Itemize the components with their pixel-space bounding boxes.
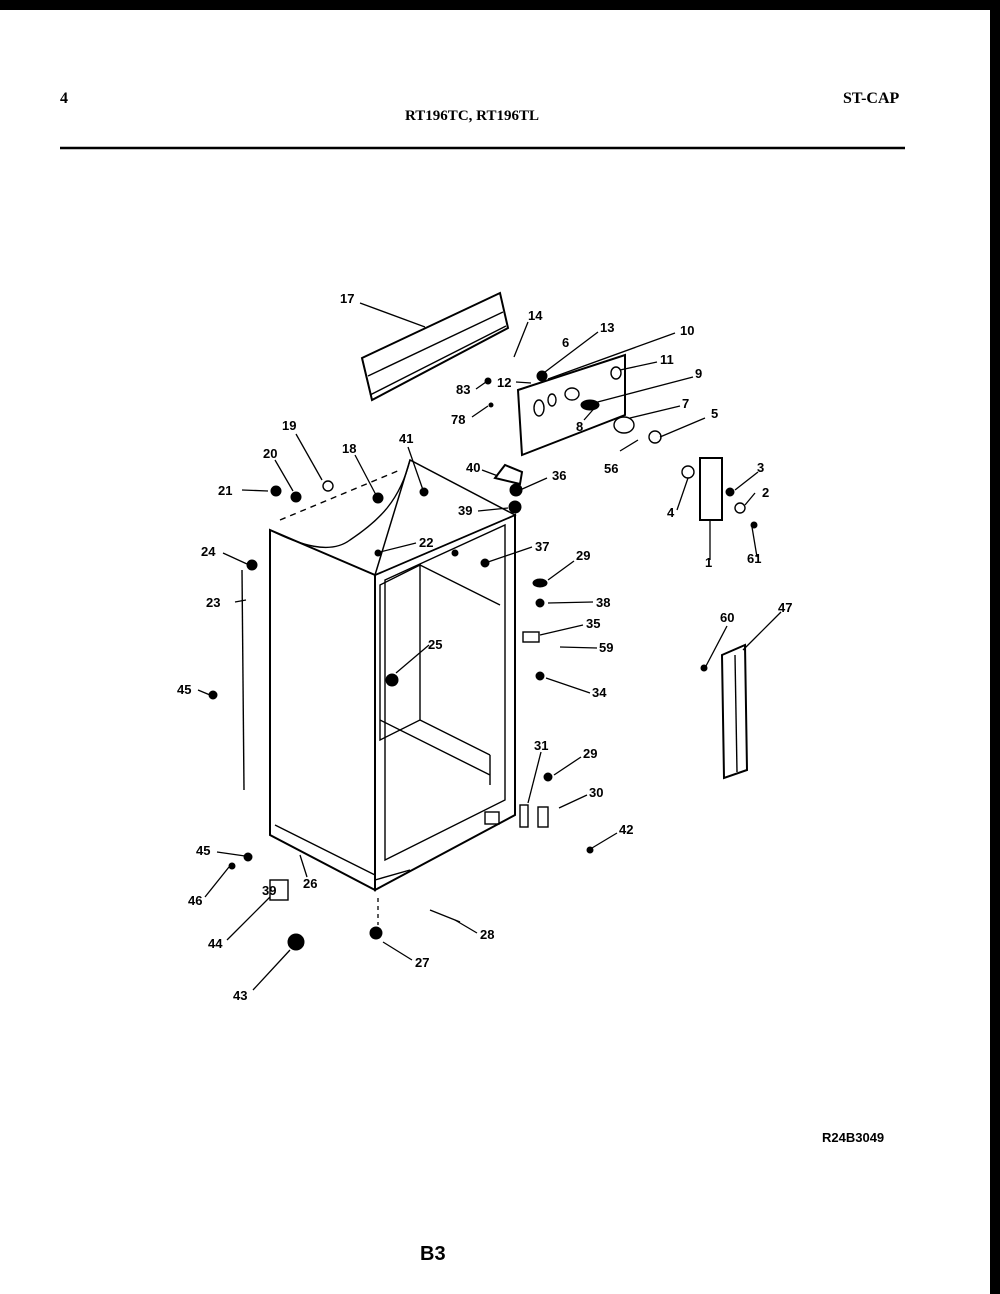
drawing-id: R24B3049	[822, 1130, 885, 1145]
callout-35: 35	[586, 616, 601, 631]
callout-39-top: 39	[458, 503, 473, 518]
callout-56: 56	[604, 461, 619, 476]
callout-60: 60	[720, 610, 735, 625]
callout-1: 1	[705, 555, 713, 570]
callout-29-top: 29	[576, 548, 591, 563]
callout-38: 38	[596, 595, 611, 610]
exploded-parts-diagram	[0, 10, 990, 1294]
callout-36: 36	[552, 468, 567, 483]
callout-20: 20	[263, 446, 278, 461]
callout-7: 7	[682, 396, 690, 411]
callout-25: 25	[428, 637, 443, 652]
door-stop-part	[722, 645, 747, 778]
callout-11: 11	[660, 352, 674, 367]
callout-10: 10	[680, 323, 695, 338]
callout-5: 5	[711, 406, 719, 421]
callout-40: 40	[466, 460, 481, 475]
callout-19: 19	[282, 418, 297, 433]
page-code: B3	[420, 1243, 446, 1265]
callout-26: 26	[303, 876, 318, 891]
callout-28: 28	[480, 927, 495, 942]
callout-43: 43	[233, 988, 248, 1003]
callout-13: 13	[600, 320, 615, 335]
callout-30: 30	[589, 785, 604, 800]
callout-83: 83	[456, 382, 471, 397]
callout-21: 21	[218, 483, 233, 498]
control-panel-part	[518, 355, 661, 455]
callout-24: 24	[201, 544, 216, 559]
callout-4: 4	[667, 505, 675, 520]
callout-59: 59	[599, 640, 614, 655]
callout-6: 6	[562, 335, 570, 350]
callout-47: 47	[778, 600, 793, 615]
callout-17: 17	[340, 291, 355, 306]
callout-22: 22	[419, 535, 434, 550]
callout-18: 18	[342, 441, 357, 456]
callout-2: 2	[762, 485, 770, 500]
callout-31: 31	[534, 738, 549, 753]
section-code: ST-CAP	[843, 90, 900, 107]
callout-14: 14	[528, 308, 543, 323]
callout-42: 42	[619, 822, 634, 837]
callout-61: 61	[747, 551, 762, 566]
callout-12: 12	[497, 375, 512, 390]
callout-39-lower: 39	[262, 883, 277, 898]
callout-45-left: 45	[177, 682, 192, 697]
callout-44: 44	[208, 936, 223, 951]
page-number: 4	[60, 90, 68, 107]
callout-3: 3	[757, 460, 765, 475]
callout-23: 23	[206, 595, 221, 610]
callout-27: 27	[415, 955, 430, 970]
callout-29-bottom: 29	[583, 746, 598, 761]
callout-78: 78	[451, 412, 466, 427]
cabinet-body	[270, 460, 515, 890]
callout-34: 34	[592, 685, 607, 700]
callout-46: 46	[188, 893, 203, 908]
callout-45-lower: 45	[196, 843, 211, 858]
callout-8: 8	[576, 419, 584, 434]
top-cover-part	[362, 293, 508, 400]
model-numbers: RT196TC, RT196TL	[405, 108, 539, 124]
callout-9: 9	[695, 366, 703, 381]
drawing-sheet	[0, 10, 990, 1294]
callout-37: 37	[535, 539, 550, 554]
callout-41: 41	[399, 431, 414, 446]
